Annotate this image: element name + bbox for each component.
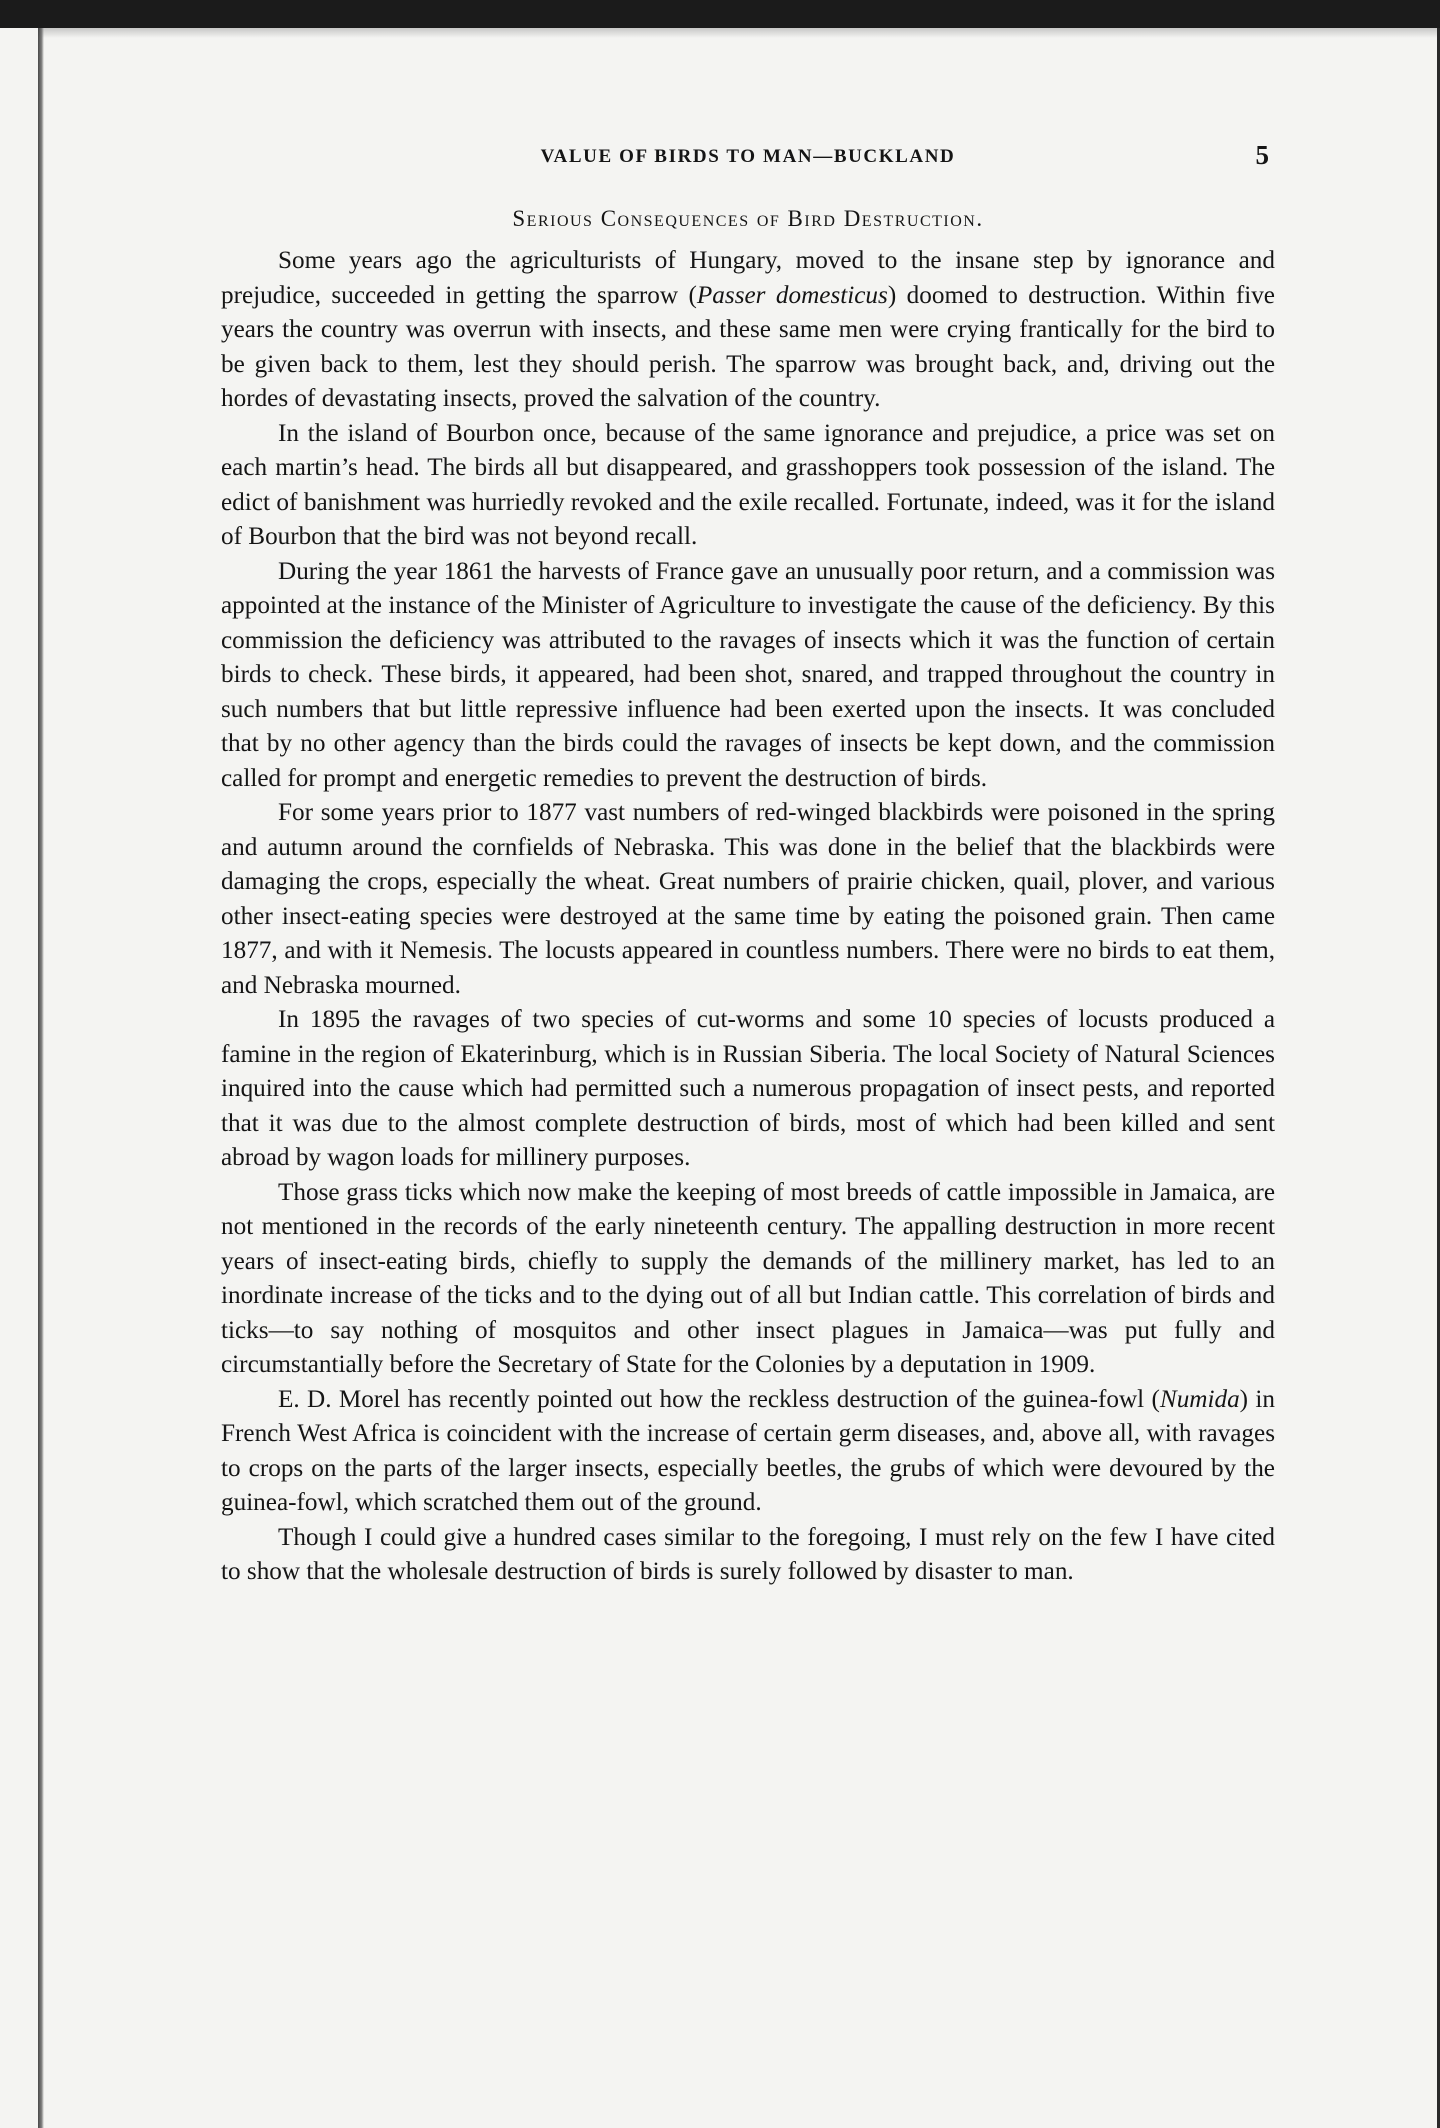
- running-title: VALUE OF BIRDS TO MAN—BUCKLAND: [540, 146, 956, 167]
- paragraph-text: Some years ago the agriculturists of Hungary, moved to the insane step by ignorance and prejudice, succeeded in getting the sparrow (: [221, 247, 1275, 309]
- paragraph-conclusion: Though I could give a hundred cases similar to the foregoing, I must rely on the few I have cited to show that the wholesale destruction of birds is surely followed by disaster to man.: [221, 1523, 1275, 1585]
- paragraph-bourbon-martin: In the island of Bourbon once, because of the same ignorance and prejudice, a price was set on each martin’s head. The birds all but disappeared, and grasshoppers took possession of the island. The edict of banishment was hurriedly revoked and the exile recalled. Fortunate, indeed, was it for the island of Bourbon that the bird was not beyond recall.: [221, 419, 1275, 550]
- paragraph-text: ) doomed to destruction. Within five years the country was overrun with insects, and these same men were crying frantically for the bird to be given back to them, lest they should perish. The sparrow was brought back, and, driving out the hordes of devastating insects, proved the salvation of the country.: [221, 281, 1275, 412]
- book-page: [221, 140, 1275, 1590]
- paragraph-hungary-sparrow: [221, 244, 1275, 417]
- paragraph-text: E. D. Morel has recently pointed out how the reckless destruction of the guinea-fowl (: [278, 1385, 1160, 1413]
- page-number: 5: [1255, 140, 1269, 170]
- running-head: [221, 140, 1275, 184]
- species-name: Numida: [1159, 1385, 1240, 1413]
- paragraph-jamaica-ticks: Those grass ticks which now make the keeping of most breeds of cattle impossible in Jamaica, are not mentioned in the records of the early nineteenth century. The appalling destruction in more recent years of insect-eating birds, chiefly to supply the demands of the millinery market, has led to an inordinate increase of the ticks and to the dying out of all but Indian cattle. This correlation of birds and ticks—to say nothing of mosquitos and other insect plagues in Jamaica—was put fully and circumstantially before the Secretary of State for the Colonies by a deputation in 1909.: [221, 1178, 1275, 1378]
- scan-page-top-shadow: [38, 28, 1440, 38]
- paragraph-ekaterinburg-1895: In 1895 the ravages of two species of cut-worms and some 10 species of locusts produced a famine in the region of Ekaterinburg, which is in Russian Siberia. The local Society of Natural Sciences inquired into the cause which had permitted such a numerous propagation of insect pests, and reported that it was due to the almost complete destruction of birds, most of which had been killed and sent abroad by wagon loads for millinery purposes.: [221, 1006, 1275, 1171]
- paragraph-france-1861: During the year 1861 the harvests of France gave an unusually poor return, and a commission was appointed at the instance of the Minister of Agriculture to investigate the cause of the deficiency. By this commission the deficiency was attributed to the ravages of insects which it was the function of certain birds to check. These birds, it appeared, had been shot, snared, and trapped throughout the country in such numbers that but little repressive influence had been exerted upon the insects. It was concluded that by no other agency than the birds could the ravages of insects be kept down, and the commission called for prompt and energetic remedies to prevent the destruction of birds.: [221, 557, 1275, 792]
- scan-top-border: [0, 0, 1440, 28]
- paragraph-nebraska-1877: For some years prior to 1877 vast numbers of red-winged blackbirds were poisoned in the spring and autumn around the cornfields of Nebraska. This was done in the belief that the blackbirds were damaging the crops, especially the wheat. Great numbers of prairie chicken, quail, plover, and various other insect-eating species were destroyed at the same time by eating the poisoned grain. Then came 1877, and with it Nemesis. The locusts appeared in countless numbers. There were no birds to eat them, and Nebraska mourned.: [221, 799, 1275, 999]
- paragraph-text: ) in French West Africa is coincident with the increase of certain germ diseases, and, above all, with ravages to crops on the parts of the larger insects, especially beetles, the grubs of which were devoured by the guinea-fowl, which scratched them out of the ground.: [221, 1385, 1275, 1516]
- species-name: Passer domesticus: [696, 281, 888, 309]
- section-heading: Serious Consequences of Bird Destruction.: [512, 206, 984, 231]
- scan-page-left-edge: [38, 28, 44, 2128]
- paragraph-guinea-fowl: [221, 1383, 1275, 1521]
